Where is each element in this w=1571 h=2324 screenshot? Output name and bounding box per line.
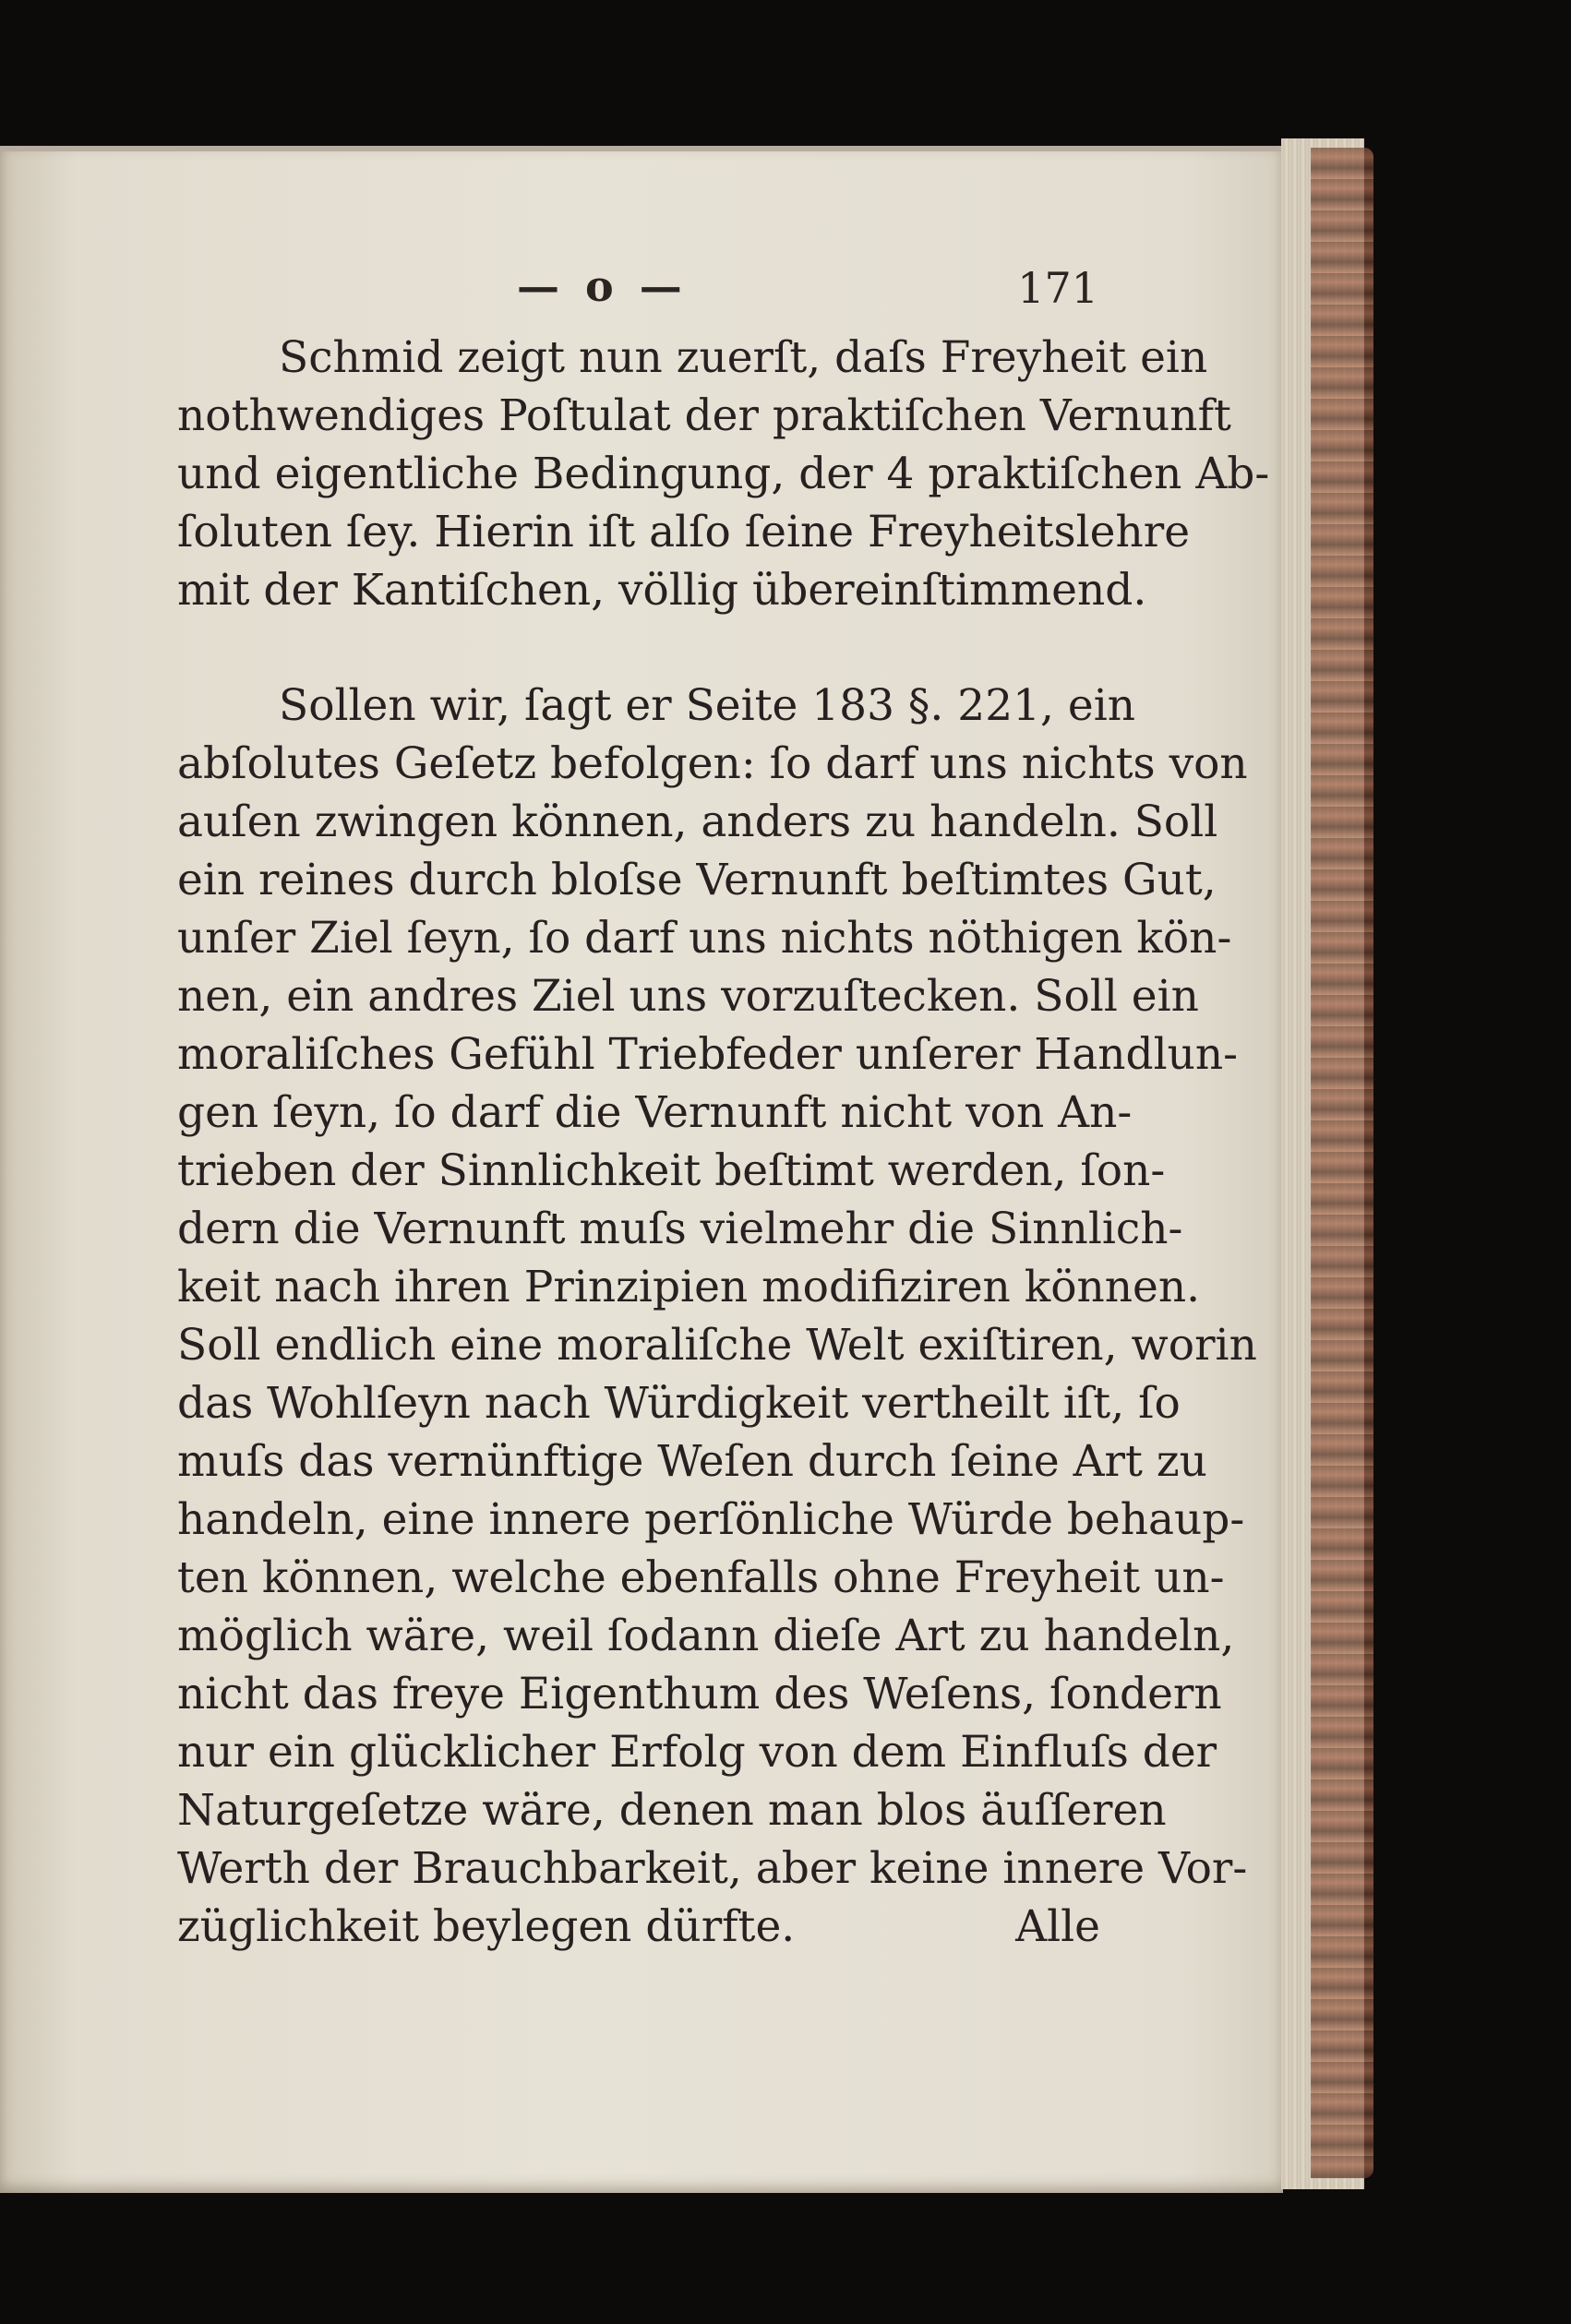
- text-line: Werth der Brauchbarkeit, aber keine innere Vor-: [177, 1843, 1248, 1894]
- text-line: nothwendiges Poſtulat der praktiſchen Vernunft: [177, 390, 1231, 441]
- text-line: nen, ein andres Ziel uns vorzuſtecken. Soll ein: [177, 971, 1199, 1022]
- text-line: dern die Vernunft muſs vielmehr die Sinnlich-: [177, 1204, 1183, 1254]
- paragraph-2: [177, 677, 1257, 1956]
- text-line: ein reines durch bloſse Vernunft beſtimtes Gut,: [177, 855, 1217, 905]
- text-line: möglich wäre, weil ſodann dieſe Art zu handeln,: [177, 1611, 1235, 1661]
- header-ornament: — o —: [517, 261, 688, 311]
- text-line: keit nach ihren Prinzipien modifiziren können.: [177, 1262, 1201, 1312]
- text-line: Soll endlich eine moraliſche Welt exiſtiren, worin: [177, 1320, 1257, 1371]
- text-line-final: [177, 1898, 1100, 1956]
- text-line: abſolutes Geſetz befolgen: ſo darf uns nichts von: [177, 738, 1248, 789]
- paragraph-1: [177, 329, 1270, 619]
- text-line: mit der Kantiſchen, völlig übereinſtimmend.: [177, 565, 1147, 616]
- text-line: Sollen wir, ſagt er Seite 183 §. 221, ein: [279, 680, 1135, 731]
- text-line: Schmid zeigt nun zuerſt, daſs Freyheit ein: [279, 332, 1208, 383]
- text-line: züglichkeit beylegen dürfte.: [177, 1901, 796, 1952]
- text-line: gen ſeyn, ſo darf die Vernunft nicht von An-: [177, 1087, 1133, 1138]
- body-text: [177, 329, 1270, 1956]
- text-line: auſen zwingen können, anders zu handeln. Soll: [177, 797, 1218, 847]
- text-line: und eigentliche Bedingung, der 4 praktiſchen Ab-: [177, 449, 1270, 499]
- text-line: handeln, eine innere perſönliche Würde behaup-: [177, 1494, 1245, 1545]
- text-line: nur ein glücklicher Erfolg von dem Einfluſs der: [177, 1727, 1217, 1778]
- text-line: unſer Ziel ſeyn, ſo darf uns nichts nöthigen kön-: [177, 913, 1232, 964]
- running-head: [175, 261, 1098, 317]
- text-line: nicht das freye Eigenthum des Weſens, ſondern: [177, 1669, 1222, 1719]
- page-number: 171: [1017, 263, 1098, 313]
- text-line: ten können, welche ebenfalls ohne Freyheit un-: [177, 1552, 1225, 1603]
- text-line: trieben der Sinnlichkeit beſtimt werden, ſon-: [177, 1145, 1166, 1196]
- catchword: Alle: [1015, 1901, 1100, 1952]
- text-line: das Wohlſeyn nach Würdigkeit vertheilt iſt, ſo: [177, 1378, 1181, 1429]
- book-fore-edge: [1311, 148, 1373, 2178]
- text-line: ſoluten ſey. Hierin iſt alſo ſeine Freyheitslehre: [177, 507, 1191, 557]
- text-line: muſs das vernünftige Weſen durch ſeine Art zu: [177, 1436, 1207, 1487]
- text-line: Naturgeſetze wäre, denen man blos äuſſeren: [177, 1785, 1167, 1836]
- text-line: moraliſches Gefühl Triebfeder unſerer Handlun-: [177, 1029, 1239, 1080]
